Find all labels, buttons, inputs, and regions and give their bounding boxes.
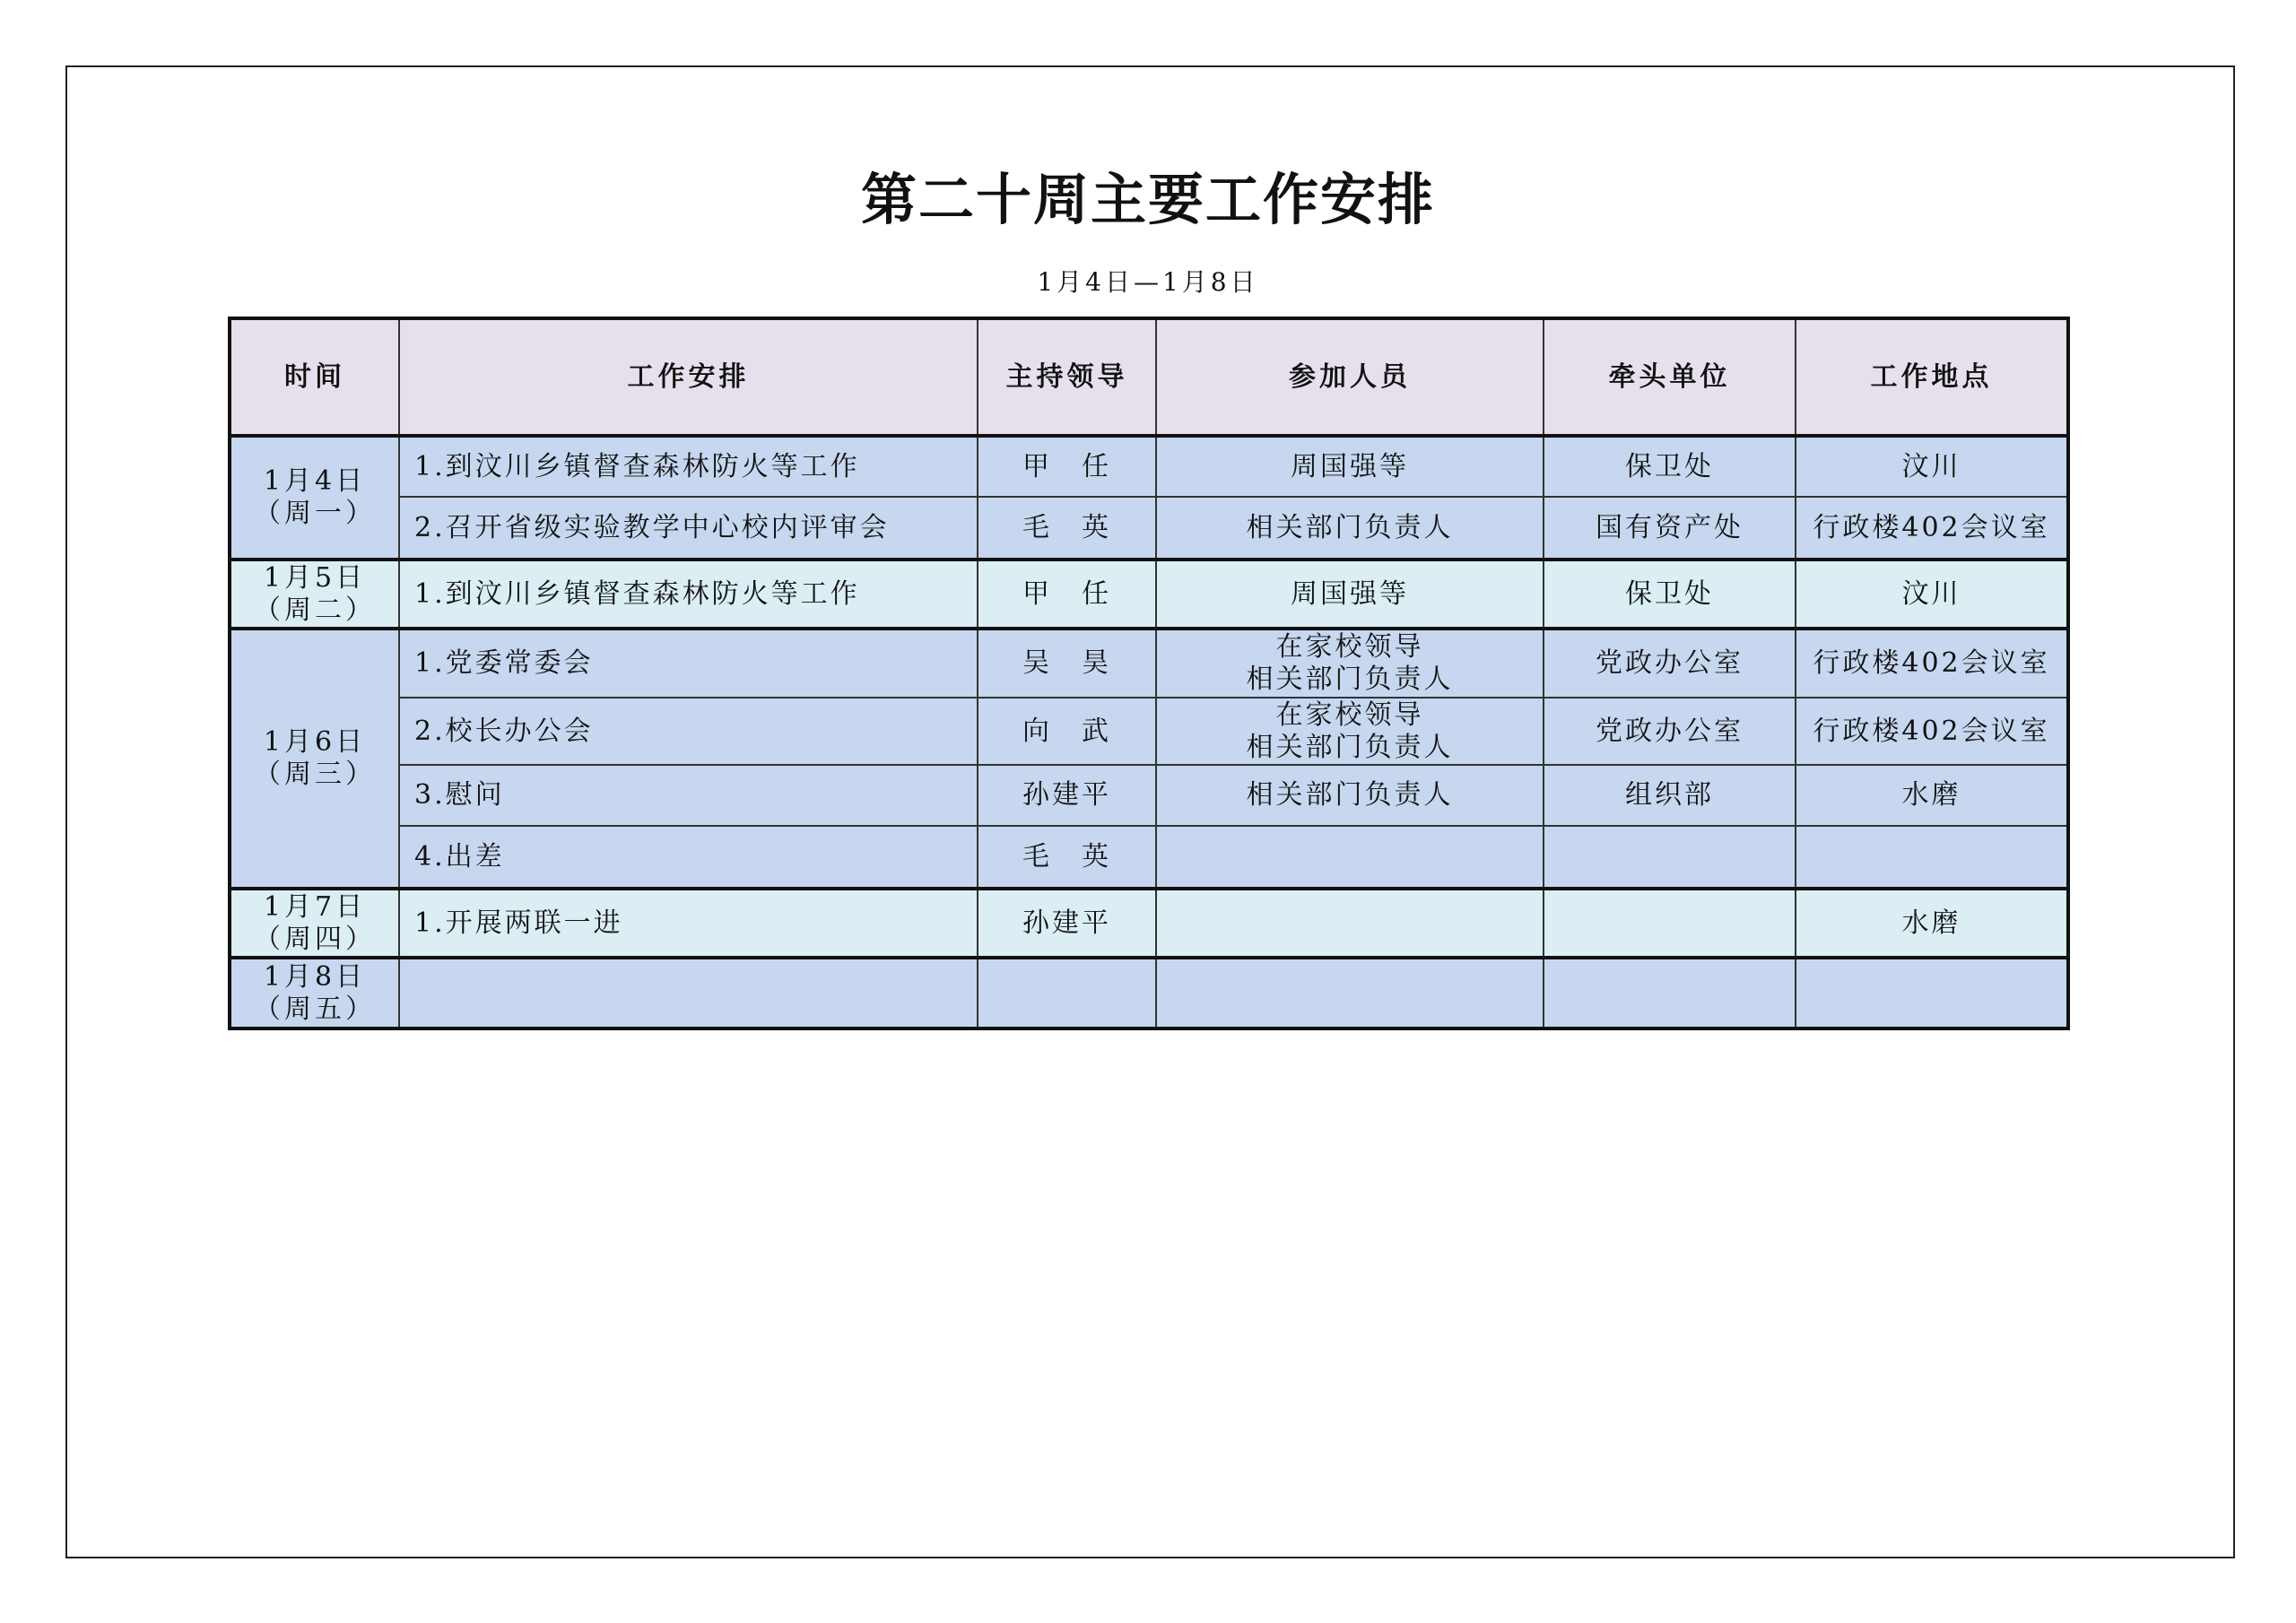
date-label: 1月7日 <box>263 890 367 923</box>
leader-cell: 甲 任 <box>978 436 1156 497</box>
task-cell: 4.出差 <box>399 826 978 889</box>
location-cell: 汶川 <box>1796 436 2068 497</box>
table-row <box>230 826 2068 889</box>
location-cell <box>1796 826 2068 889</box>
participants-line: 相关部门负责人 <box>1246 779 1454 811</box>
unit-cell: 保卫处 <box>1544 436 1796 497</box>
table-row <box>230 560 2068 629</box>
date-cell <box>230 436 399 560</box>
unit-cell: 组织部 <box>1544 765 1796 826</box>
unit-cell: 保卫处 <box>1544 560 1796 629</box>
weekday-label: （周一） <box>254 498 376 529</box>
leader-cell: 孙建平 <box>978 765 1156 826</box>
leader-cell: 向 武 <box>978 698 1156 765</box>
task-cell: 1.党委常委会 <box>399 629 978 698</box>
unit-cell <box>1544 889 1796 958</box>
header-location: 工作地点 <box>1796 318 2068 436</box>
location-cell: 行政楼402会议室 <box>1796 698 2068 765</box>
participants-line: 在家校领导 <box>1275 699 1424 731</box>
date-cell <box>230 889 399 958</box>
location-cell: 水磨 <box>1796 765 2068 826</box>
task-cell: 1.到汶川乡镇督查森林防火等工作 <box>399 436 978 497</box>
participants-cell <box>1156 889 1544 958</box>
table-row <box>230 436 2068 497</box>
header-row <box>230 318 2068 436</box>
table-row <box>230 629 2068 698</box>
table-row <box>230 958 2068 1028</box>
participants-cell <box>1156 497 1544 560</box>
header-lead-unit: 牵头单位 <box>1544 318 1796 436</box>
date-range-subtitle: 1月4日—1月8日 <box>1037 267 1259 297</box>
task-cell: 1.到汶川乡镇督查森林防火等工作 <box>399 560 978 629</box>
participants-line: 在家校领导 <box>1275 631 1424 663</box>
date-cell <box>230 629 399 889</box>
participants-cell <box>1156 560 1544 629</box>
participants-cell <box>1156 765 1544 826</box>
header-time: 时间 <box>230 318 399 436</box>
unit-cell: 党政办公室 <box>1544 629 1796 698</box>
table-row <box>230 765 2068 826</box>
table-row <box>230 889 2068 958</box>
location-cell: 汶川 <box>1796 560 2068 629</box>
participants-cell <box>1156 629 1544 698</box>
participants-cell <box>1156 698 1544 765</box>
date-label: 1月4日 <box>263 465 367 497</box>
participants-line: 相关部门负责人 <box>1246 511 1454 543</box>
weekday-label: （周三） <box>254 759 376 790</box>
date-cell <box>230 958 399 1028</box>
participants-cell <box>1156 826 1544 889</box>
table-row <box>230 698 2068 765</box>
participants-cell <box>1156 958 1544 1028</box>
participants-line: 周国强等 <box>1291 577 1409 610</box>
task-cell: 3.慰问 <box>399 765 978 826</box>
leader-cell <box>978 958 1156 1028</box>
location-cell: 行政楼402会议室 <box>1796 629 2068 698</box>
document-title: 第二十周主要工作安排 <box>860 167 1435 232</box>
date-label: 1月8日 <box>263 960 367 993</box>
leader-cell: 吴 昊 <box>978 629 1156 698</box>
task-cell: 1.开展两联一进 <box>399 889 978 958</box>
weekday-label: （周二） <box>254 594 376 626</box>
location-cell: 水磨 <box>1796 889 2068 958</box>
date-label: 1月5日 <box>263 561 367 594</box>
date-cell <box>230 560 399 629</box>
leader-cell: 孙建平 <box>978 889 1156 958</box>
unit-cell <box>1544 826 1796 889</box>
participants-line: 相关部门负责人 <box>1246 731 1454 763</box>
participants-line: 周国强等 <box>1291 450 1409 482</box>
leader-cell: 毛 英 <box>978 826 1156 889</box>
weekday-label: （周四） <box>254 923 376 955</box>
schedule-table <box>228 317 2070 1030</box>
table-row <box>230 497 2068 560</box>
task-cell <box>399 958 978 1028</box>
header-participants: 参加人员 <box>1156 318 1544 436</box>
unit-cell <box>1544 958 1796 1028</box>
task-cell: 2.召开省级实验教学中心校内评审会 <box>399 497 978 560</box>
task-cell: 2.校长办公会 <box>399 698 978 765</box>
leader-cell: 甲 任 <box>978 560 1156 629</box>
unit-cell: 国有资产处 <box>1544 497 1796 560</box>
date-label: 1月6日 <box>263 726 367 758</box>
location-cell <box>1796 958 2068 1028</box>
unit-cell: 党政办公室 <box>1544 698 1796 765</box>
location-cell: 行政楼402会议室 <box>1796 497 2068 560</box>
header-leader: 主持领导 <box>978 318 1156 436</box>
leader-cell: 毛 英 <box>978 497 1156 560</box>
weekday-label: （周五） <box>254 993 376 1025</box>
header-task: 工作安排 <box>399 318 978 436</box>
participants-line: 相关部门负责人 <box>1246 664 1454 695</box>
participants-cell <box>1156 436 1544 497</box>
